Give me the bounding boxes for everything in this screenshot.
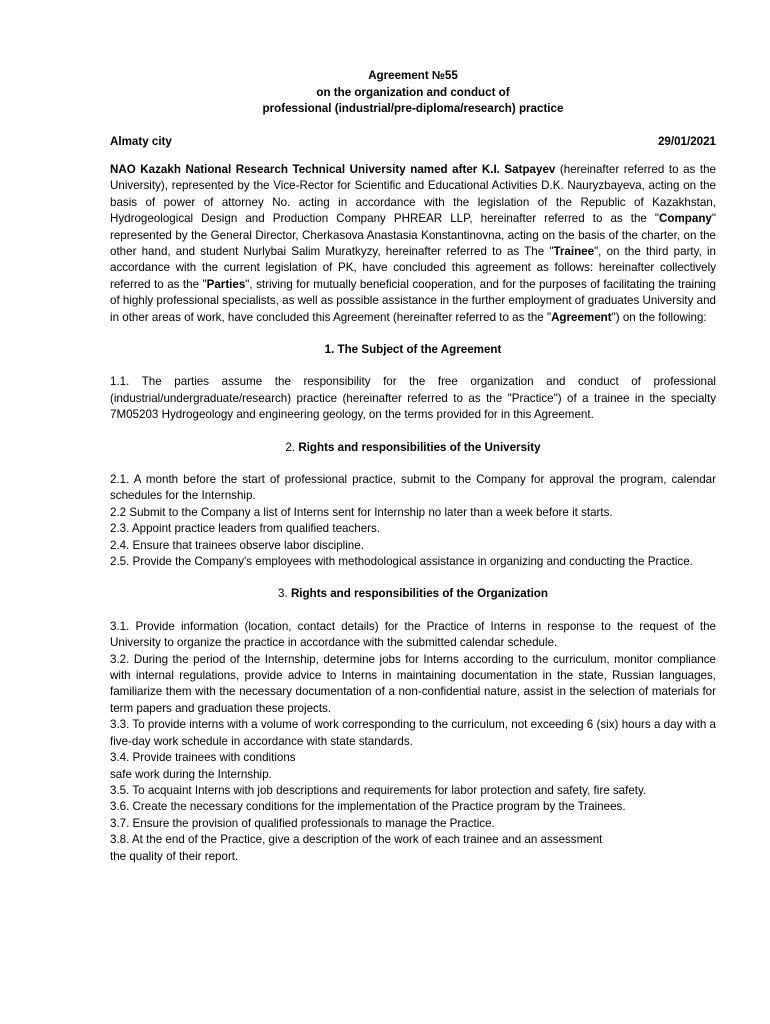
section-3-list xyxy=(110,619,716,865)
list-item: 3.2. During the period of the Internship, determine jobs for Interns according to the curriculum, monitor compliance with internal regulations, provide advice to Interns in maintaining documentation in the state, Russian languages, familiarize them with the necessary documentation of a non-confidential nature, assist in the selection of materials for term papers and graduation these projects. xyxy=(110,652,716,715)
section-2-title: Rights and responsibilities of the University xyxy=(298,440,541,454)
section-3-title: Rights and responsibilities of the Organization xyxy=(290,587,548,601)
section-3-number: 3. xyxy=(278,587,288,601)
list-item: 3.4. Provide trainees with conditions xyxy=(110,751,296,765)
list-item: 3.7. Ensure the provision of qualified professionals to manage the Practice. xyxy=(110,816,495,830)
list-item: 3.6. Create the necessary conditions for the implementation of the Practice program by the Trainees. xyxy=(110,800,626,814)
list-item: 3.8. At the end of the Practice, give a description of the work of each trainee and an assessment xyxy=(110,833,603,847)
list-item: 2.5. Provide the Company's employees with methodological assistance in organizing and conducting the Practice. xyxy=(110,555,693,569)
city-label: Almaty city xyxy=(110,134,172,148)
intro-paragraph xyxy=(110,162,716,326)
list-item: 3.1. Provide information (location, contact details) for the Practice of Interns in response to the request of the University to organize the practice in accordance with the submitted calendar schedule. xyxy=(110,619,716,650)
section-2-heading xyxy=(110,440,716,456)
list-item: 2.2 Submit to the Company a list of Interns sent for Internship no later than a week before it starts. xyxy=(110,505,613,519)
list-item: 2.4. Ensure that trainees observe labor discipline. xyxy=(110,538,364,552)
agreement-term: Agreement xyxy=(551,310,612,324)
university-name: NAO Kazakh National Research Technical University named after K.I. Satpayev xyxy=(110,162,556,176)
agreement-subtitle-line-2: professional (industrial/pre-diploma/research) practice xyxy=(262,102,564,115)
intro-text-2: " represented by the General Director, Cherkasova Anastasia Konstantinovna, acting on the basis of the charter, on the other hand, and student Nurlybai Salim Muratkyzy, hereinafter referred to as The " xyxy=(110,212,716,258)
intro-text-4: ", striving for mutually beneficial cooperation, and for the purposes of facilitating the training of highly professional specialists, as well as possible assistance in the further employment of graduates University and in other areas of work, have concluded this Agreement (hereinafter referred to as the " xyxy=(110,277,716,324)
section-2-number: 2. xyxy=(285,440,296,454)
trainee-term: Trainee xyxy=(553,244,595,258)
list-item: 2.3. Appoint practice leaders from qualified teachers. xyxy=(110,522,381,536)
section-3-heading xyxy=(110,586,716,602)
intro-text-1: (hereinafter referred to as the University), represented by the Vice-Rector for Scientific and Educational Activities D.K. Nauryzbayeva, acting on the basis of power of attorney No. acting in accordance with the legislation of the Republic of Kazakhstan, Hydrogeological Design and Production Company PHREAR LLP, hereinafter referred to as the " xyxy=(110,162,716,226)
city-date-row xyxy=(110,134,716,150)
list-item: safe work during the Internship. xyxy=(110,767,272,781)
section-1-paragraph: 1.1. The parties assume the responsibility for the free organization and conduct of professional (industrial/undergraduate/research) practice (hereinafter referred to as the "Practice") of a trainee in the specialty 7M05203 Hydrogeology and engineering geology, on the terms provided for in this Agreement. xyxy=(110,375,716,422)
section-1-heading: 1. The Subject of the Agreement xyxy=(324,342,502,356)
list-item: the quality of their report. xyxy=(110,849,239,863)
company-term: Company xyxy=(659,212,712,226)
list-item: 2.1. A month before the start of professional practice, submit to the Company for approval the program, calendar schedules for the Internship. xyxy=(110,473,716,503)
agreement-document xyxy=(110,68,716,865)
section-2-list xyxy=(110,472,716,570)
agreement-title: Agreement №55 xyxy=(368,69,458,82)
intro-text-3: ", on the third party, in accordance with the current legislation of PK, have concluded this agreement as follows: hereinafter collectively referred to as the " xyxy=(110,244,717,291)
list-item: 3.3. To provide interns with a volume of work corresponding to the curriculum, not exceeding 6 (six) hours a day with a five-day work schedule in accordance with state standards. xyxy=(110,718,716,748)
intro-text-5: ") on the following: xyxy=(611,310,707,324)
agreement-date: 29/01/2021 xyxy=(657,134,716,148)
parties-term: Parties xyxy=(206,277,246,291)
list-item: 3.5. To acquaint Interns with job descriptions and requirements for labor protection and safety, fire safety. xyxy=(110,783,647,797)
agreement-subtitle-line-1: on the organization and conduct of xyxy=(316,85,510,99)
